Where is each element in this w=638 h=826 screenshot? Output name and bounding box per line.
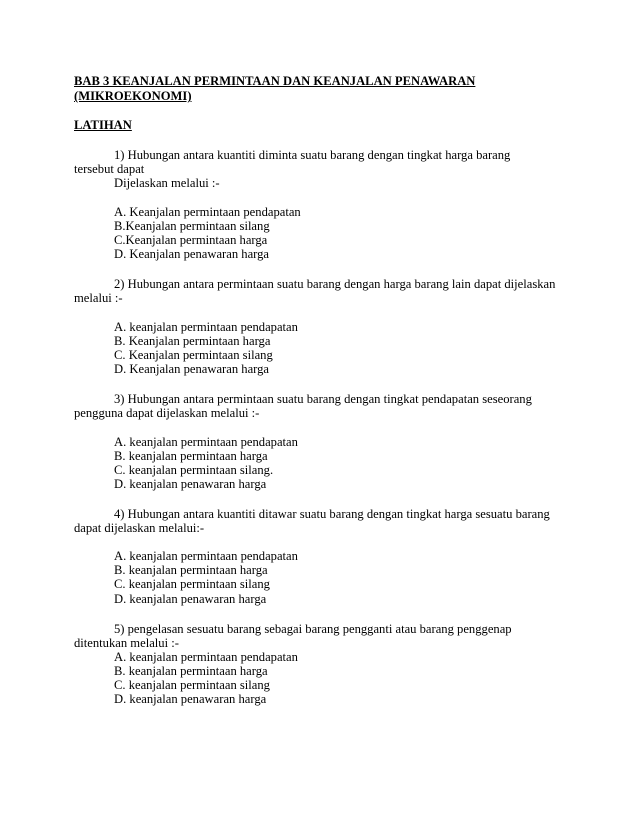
section-heading: LATIHAN xyxy=(74,118,132,132)
question-5-option-c: C. keanjalan permintaan silang xyxy=(114,678,270,692)
question-5-option-b: B. keanjalan permintaan harga xyxy=(114,664,268,678)
question-2-option-d: D. Keanjalan penawaran harga xyxy=(114,362,270,376)
chapter-title: BAB 3 KEANJALAN PERMINTAAN DAN KEANJALAN PENAWARAN xyxy=(74,74,476,88)
question-5-option-a: A. keanjalan permintaan pendapatan xyxy=(114,650,298,664)
question-3-option-b: B. keanjalan permintaan harga xyxy=(114,449,268,463)
question-3-option-a: A. keanjalan permintaan pendapatan xyxy=(114,435,298,449)
question-4-option-d: D. keanjalan penawaran harga xyxy=(114,592,267,606)
question-2-continuation: melalui :- xyxy=(74,291,123,305)
question-1-option-d: D. Keanjalan penawaran harga xyxy=(114,247,270,261)
question-4-continuation: dapat dijelaskan melalui:- xyxy=(74,521,205,535)
question-1-option-b: B.Keanjalan permintaan silang xyxy=(114,219,270,233)
question-1-option-c: C.Keanjalan permintaan harga xyxy=(114,233,268,247)
question-3-option-d: D. keanjalan penawaran harga xyxy=(114,477,267,491)
question-4-text: 4) Hubungan antara kuantiti ditawar suatu barang dengan tingkat harga sesuatu barang xyxy=(114,507,550,521)
question-3-text: 3) Hubungan antara permintaan suatu barang dengan tingkat pendapatan seseorang xyxy=(114,392,532,406)
question-1-option-a: A. Keanjalan permintaan pendapatan xyxy=(114,205,301,219)
question-1-text: 1) Hubungan antara kuantiti diminta suatu barang dengan tingkat harga barang xyxy=(114,148,511,162)
question-1-prompt: Dijelaskan melalui :- xyxy=(114,176,220,190)
question-4-option-c: C. keanjalan permintaan silang xyxy=(114,577,270,591)
question-2-text: 2) Hubungan antara permintaan suatu barang dengan harga barang lain dapat dijelaskan xyxy=(114,277,556,291)
question-5-continuation: ditentukan melalui :- xyxy=(74,636,179,650)
question-1-continuation: tersebut dapat xyxy=(74,162,145,176)
chapter-subtitle: (MIKROEKONOMI) xyxy=(74,89,192,103)
question-2-option-b: B. Keanjalan permintaan harga xyxy=(114,334,271,348)
question-4-option-b: B. keanjalan permintaan harga xyxy=(114,563,268,577)
question-3-continuation: pengguna dapat dijelaskan melalui :- xyxy=(74,406,260,420)
question-5-option-d: D. keanjalan penawaran harga xyxy=(114,692,267,706)
question-3-option-c: C. keanjalan permintaan silang. xyxy=(114,463,274,477)
question-2-option-a: A. keanjalan permintaan pendapatan xyxy=(114,320,298,334)
question-5-text: 5) pengelasan sesuatu barang sebagai barang pengganti atau barang penggenap xyxy=(114,622,512,636)
question-2-option-c: C. Keanjalan permintaan silang xyxy=(114,348,273,362)
question-4-option-a: A. keanjalan permintaan pendapatan xyxy=(114,549,298,563)
